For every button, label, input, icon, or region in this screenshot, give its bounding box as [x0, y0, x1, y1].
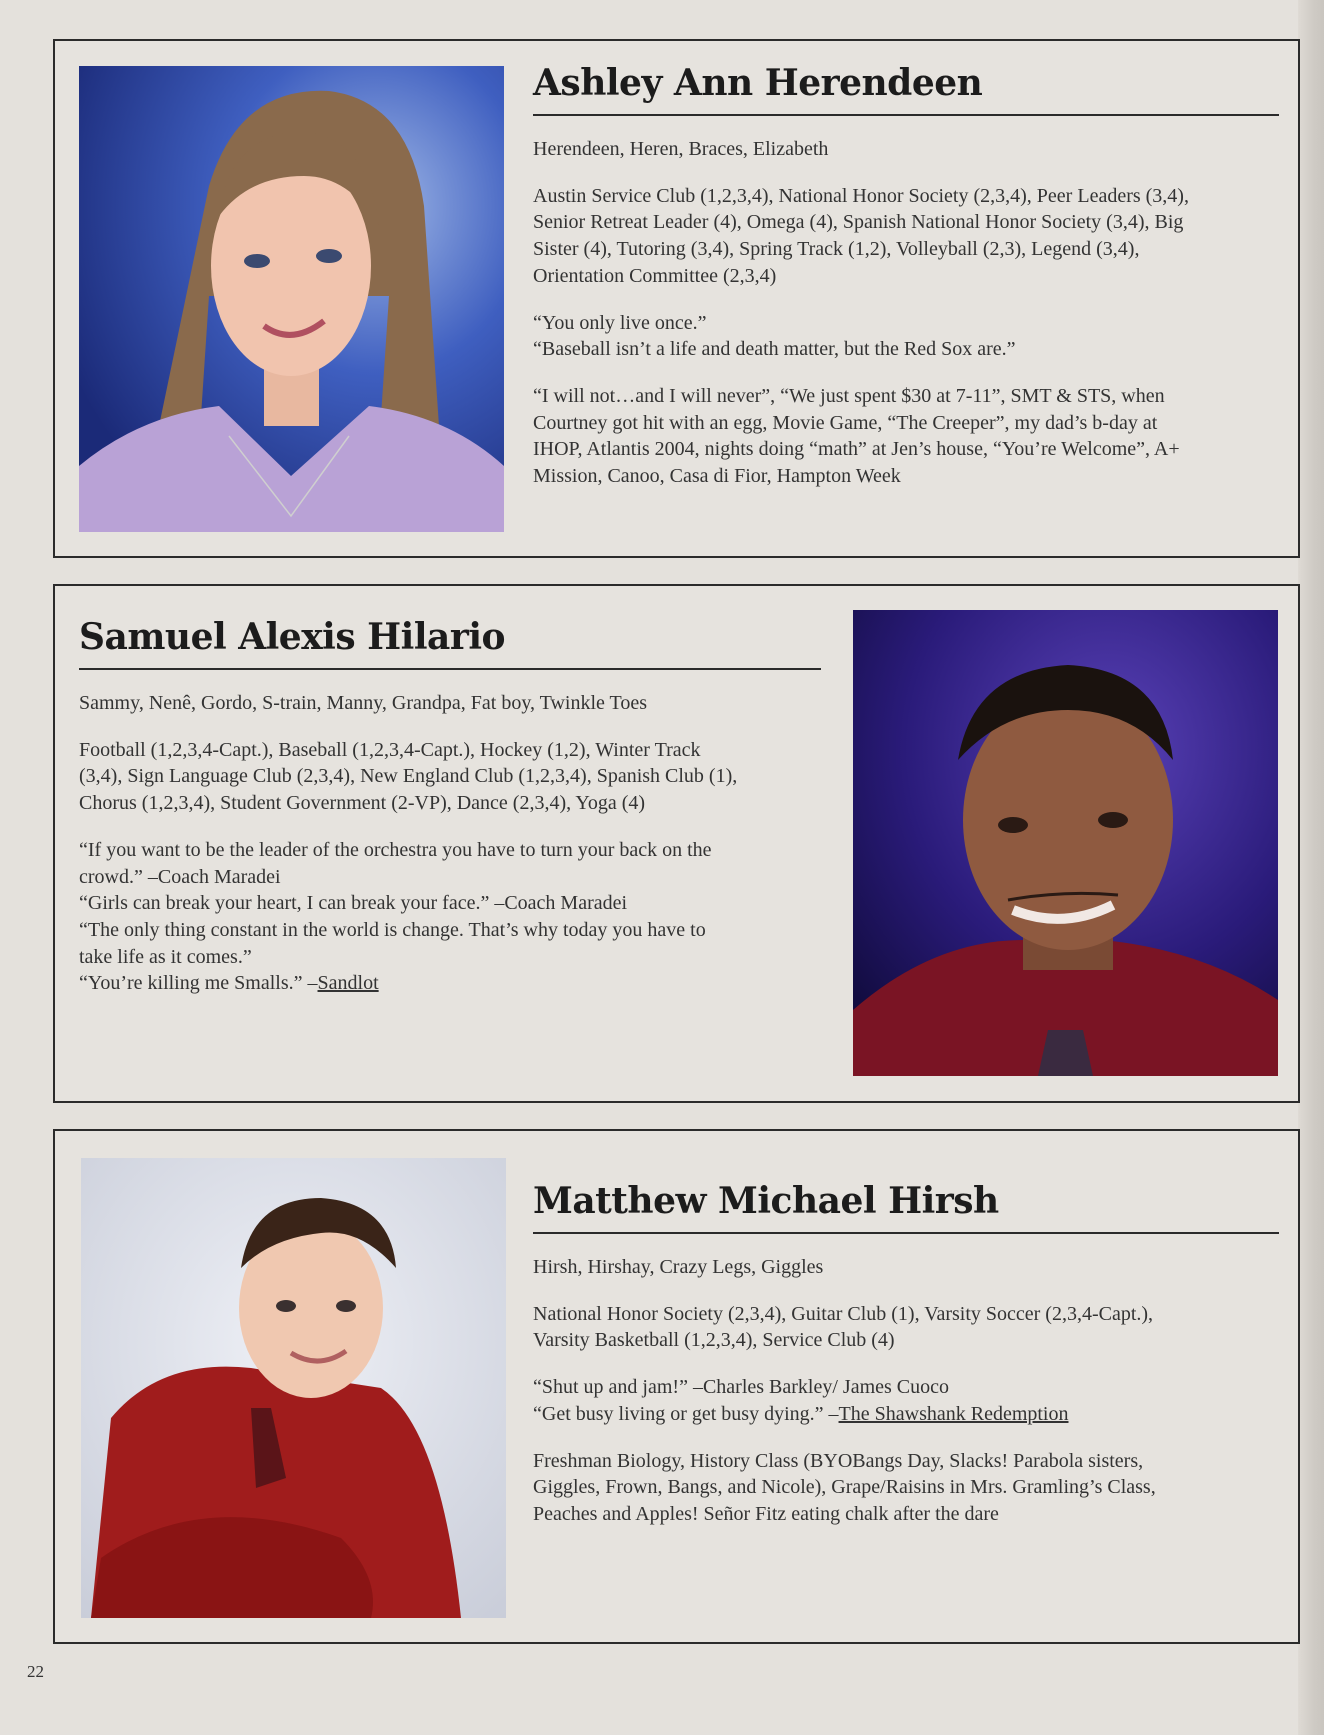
quote-text: “You’re killing me Smalls.” – — [79, 972, 318, 995]
quote-line: take life as it comes.” — [79, 945, 252, 968]
quotes — [533, 1374, 1279, 1427]
student-name: Matthew Michael Hirsh — [533, 1179, 1279, 1234]
profile-text — [533, 1179, 1279, 1528]
activities-line: Varsity Basketball (1,2,3,4), Service Club (4) — [533, 1329, 895, 1352]
memories — [533, 1448, 1279, 1528]
activities-line: National Honor Society (2,3,4), Guitar Club (1), Varsity Soccer (2,3,4-Capt.), — [533, 1302, 1154, 1325]
activities-line: Football (1,2,3,4-Capt.), Baseball (1,2,3,4-Capt.), Hockey (1,2), Winter Track — [79, 738, 701, 761]
portrait-photo — [81, 1158, 506, 1618]
page-gutter-shadow — [1298, 0, 1324, 1735]
quote-line: “The only thing constant in the world is change. That’s why today you have to — [79, 918, 706, 941]
quotes — [533, 310, 1279, 363]
profile-card-herendeen — [53, 39, 1300, 558]
quote-line: crowd.” –Coach Maradei — [79, 865, 281, 888]
activities-line: Senior Retreat Leader (4), Omega (4), Spanish National Honor Society (3,4), Big — [533, 211, 1184, 234]
memories-line: Giggles, Frown, Bangs, and Nicole), Grape/Raisins in Mrs. Gramling’s Class, — [533, 1476, 1156, 1499]
activities-line: Sister (4), Tutoring (3,4), Spring Track (1,2), Volleyball (2,3), Legend (3,4), — [533, 238, 1140, 261]
activities-line: Chorus (1,2,3,4), Student Government (2-VP), Dance (2,3,4), Yoga (4) — [79, 792, 646, 815]
profile-card-hilario — [53, 584, 1300, 1103]
profile-card-hirsh — [53, 1129, 1300, 1644]
student-name: Samuel Alexis Hilario — [79, 615, 821, 670]
activities — [79, 737, 824, 817]
activities — [533, 1301, 1279, 1354]
nicknames: Sammy, Nenê, Gordo, S-train, Manny, Grandpa, Fat boy, Twinkle Toes — [79, 692, 648, 714]
quote-line: “Girls can break your heart, I can break your face.” –Coach Maradei — [79, 892, 628, 915]
portrait-photo — [853, 610, 1278, 1076]
nicknames: Herendeen, Heren, Braces, Elizabeth — [533, 138, 829, 160]
nicknames: Hirsh, Hirshay, Crazy Legs, Giggles — [533, 1256, 824, 1278]
quote-line — [533, 1401, 1279, 1428]
quote-line: “You only live once.” — [533, 311, 707, 334]
quote-line: “Shut up and jam!” –Charles Barkley/ James Cuoco — [533, 1376, 950, 1399]
quotes — [79, 837, 824, 997]
memories-line: Courtney got hit with an egg, Movie Game, “The Creeper”, my dad’s b-day at — [533, 411, 1158, 434]
activities-line: (3,4), Sign Language Club (2,3,4), New England Club (1,2,3,4), Spanish Club (1), — [79, 765, 738, 788]
quote-line: “Baseball isn’t a life and death matter, but the Red Sox are.” — [533, 338, 1016, 361]
memories-line: Mission, Canoo, Casa di Fior, Hampton Week — [533, 465, 901, 488]
student-name: Ashley Ann Herendeen — [533, 61, 1279, 116]
memories-line: Freshman Biology, History Class (BYOBangs Day, Slacks! Parabola sisters, — [533, 1449, 1144, 1472]
memories-line: “I will not…and I will never”, “We just spent $30 at 7-11”, SMT & STS, when — [533, 384, 1165, 407]
memories-line: Peaches and Apples! Señor Fitz eating chalk after the dare — [533, 1502, 999, 1525]
page-number: 22 — [27, 1662, 44, 1681]
activities-line: Orientation Committee (2,3,4) — [533, 264, 777, 287]
quote-line: “If you want to be the leader of the orchestra you have to turn your back on the — [79, 838, 712, 861]
quote-line — [79, 970, 824, 997]
portrait-photo — [79, 66, 504, 532]
quote-source: The Shawshank Redemption — [838, 1402, 1069, 1425]
memories — [533, 383, 1279, 490]
profile-text — [79, 615, 824, 997]
memories-line: IHOP, Atlantis 2004, nights doing “math” at Jen’s house, “You’re Welcome”, A+ — [533, 438, 1180, 461]
quote-source: Sandlot — [317, 972, 379, 995]
profile-text — [533, 61, 1279, 490]
activities-line: Austin Service Club (1,2,3,4), National Honor Society (2,3,4), Peer Leaders (3,4), — [533, 184, 1189, 207]
quote-text: “Get busy living or get busy dying.” – — [533, 1402, 839, 1425]
activities — [533, 183, 1279, 290]
